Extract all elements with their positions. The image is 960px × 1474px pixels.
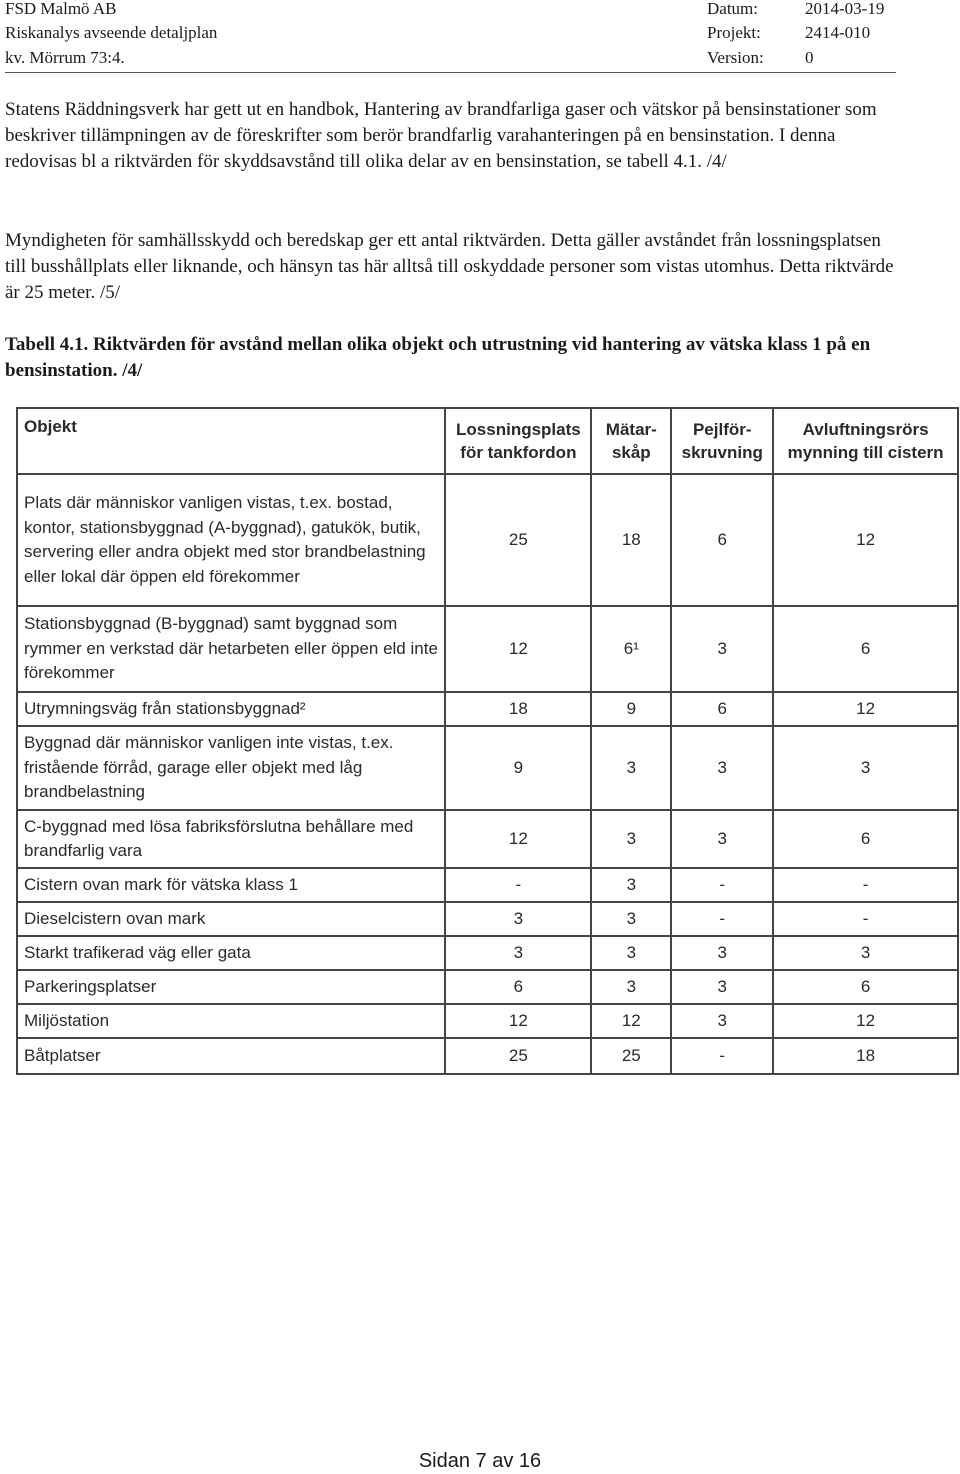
table-cell-value: 12 xyxy=(591,1004,671,1038)
table-cell-value: 3 xyxy=(671,726,773,810)
table-cell-value: 18 xyxy=(773,1038,958,1074)
table-cell-value: 3 xyxy=(591,726,671,810)
table-row xyxy=(17,810,958,868)
table-cell-value: 3 xyxy=(773,726,958,810)
table-cell-value: 6¹ xyxy=(591,606,671,692)
company-name: FSD Malmö AB xyxy=(5,0,117,18)
document-title: Riskanalys avseende detaljplan xyxy=(5,23,218,42)
table-cell-value: 6 xyxy=(445,970,591,1004)
date-value: 2014-03-19 xyxy=(805,0,885,18)
table-cell-value: 3 xyxy=(671,970,773,1004)
header-objekt: Objekt xyxy=(17,408,445,474)
table-row xyxy=(17,606,958,692)
header-row-3 xyxy=(5,46,896,70)
table-cell-value: 6 xyxy=(773,970,958,1004)
table-cell-value: - xyxy=(671,1038,773,1074)
table-cell-value: 12 xyxy=(445,606,591,692)
table-cell-value: 12 xyxy=(773,1004,958,1038)
project-value: 2414-010 xyxy=(805,23,871,42)
table-cell-value: 3 xyxy=(671,936,773,970)
table-cell-value: 12 xyxy=(773,692,958,726)
table-cell-value: 9 xyxy=(445,726,591,810)
table-cell-value: 3 xyxy=(671,606,773,692)
table-cell-value: 3 xyxy=(445,936,591,970)
table-cell-value: 18 xyxy=(591,474,671,606)
table-row xyxy=(17,1004,958,1038)
table-cell-object: Cistern ovan mark för vätska klass 1 xyxy=(17,868,445,902)
table-row xyxy=(17,726,958,810)
table-row xyxy=(17,1038,958,1074)
table-cell-value: 3 xyxy=(671,810,773,868)
table-cell-value: - xyxy=(671,868,773,902)
table-caption: Tabell 4.1. Riktvärden för avstånd mellan olika objekt och utrustning vid hantering av vätska klass 1 på en bensinstation. /4/ xyxy=(5,334,871,381)
table-cell-value: 12 xyxy=(773,474,958,606)
table-cell-object: Miljöstation xyxy=(17,1004,445,1038)
table-header-row xyxy=(17,408,958,474)
header-avluftningsror: Avluftningsrörs mynning till cistern xyxy=(773,408,958,474)
table-cell-object: Båtplatser xyxy=(17,1038,445,1074)
table-cell-object: Utrymningsväg från stationsbyggnad² xyxy=(17,692,445,726)
table-cell-object: Byggnad där människor vanligen inte vistas, t.ex. fristående förråd, garage eller objekt med låg brandbelastning xyxy=(17,726,445,810)
table-cell-value: 3 xyxy=(773,936,958,970)
table-cell-value: 25 xyxy=(591,1038,671,1074)
table-row xyxy=(17,936,958,970)
project-label: Projekt: xyxy=(707,23,761,42)
table-row xyxy=(17,692,958,726)
table-cell-value: 3 xyxy=(591,868,671,902)
paragraph-msb: Myndigheten för samhällsskydd och beredskap ger ett antal riktvärden. Detta gäller avståndet från lossningsplatsen till busshållplats eller liknande, och hänsyn tas här alltså till oskyddade personer som vistas utomhus. Detta riktvärde är 25 meter. /5/ xyxy=(5,230,894,303)
table-cell-value: 6 xyxy=(671,474,773,606)
paragraph-handbook: Statens Räddningsverk har gett ut en handbok, Hantering av brandfarliga gaser och vätskor på bensinstationer som beskriver tillämpningen av de föreskrifter som berör brandfarlig varahanteringen på en bensinstation. I denna redovisas bl a riktvärden för skyddsavstånd till olika delar av en bensinstation, se tabell 4.1. /4/ xyxy=(5,99,877,172)
table-cell-value: 6 xyxy=(773,606,958,692)
table-cell-value: 9 xyxy=(591,692,671,726)
table-cell-value: 3 xyxy=(591,970,671,1004)
table-cell-value: 25 xyxy=(445,474,591,606)
table-cell-value: 6 xyxy=(773,810,958,868)
page-header xyxy=(5,0,896,73)
table-cell-value: 3 xyxy=(671,1004,773,1038)
date-label: Datum: xyxy=(707,0,758,18)
table-cell-value: 25 xyxy=(445,1038,591,1074)
table-row xyxy=(17,970,958,1004)
table-cell-value: - xyxy=(773,902,958,936)
table-cell-value: 6 xyxy=(671,692,773,726)
table-row xyxy=(17,902,958,936)
table-cell-object: Starkt trafikerad väg eller gata xyxy=(17,936,445,970)
table-cell-value: 12 xyxy=(445,810,591,868)
header-pejlforskruvning: Pejlför-skruvning xyxy=(671,408,773,474)
distance-table xyxy=(16,407,959,1075)
table-cell-value: 18 xyxy=(445,692,591,726)
table-cell-value: - xyxy=(773,868,958,902)
table-cell-value: 3 xyxy=(591,810,671,868)
table-cell-object: Plats där människor vanligen vistas, t.ex. bostad, kontor, stationsbyggnad (A-byggnad), gatukök, butik, servering eller andra objekt med stor brandbelastning eller lokal där öppen eld förekommer xyxy=(17,474,445,606)
header-row-2 xyxy=(5,21,896,45)
table-cell-value: 3 xyxy=(445,902,591,936)
table-row xyxy=(17,868,958,902)
header-row-1 xyxy=(5,0,896,21)
table-cell-value: - xyxy=(445,868,591,902)
table-cell-value: 3 xyxy=(591,936,671,970)
property-name: kv. Mörrum 73:4. xyxy=(5,48,125,67)
header-matarskap: Mätar-skåp xyxy=(591,408,671,474)
table-cell-object: Parkeringsplatser xyxy=(17,970,445,1004)
table-cell-value: 12 xyxy=(445,1004,591,1038)
version-value: 0 xyxy=(805,48,814,67)
page-number: Sidan 7 av 16 xyxy=(418,1450,542,1472)
table-cell-object: Dieselcistern ovan mark xyxy=(17,902,445,936)
table-cell-value: 3 xyxy=(591,902,671,936)
table-cell-object: C-byggnad med lösa fabriksförslutna behållare med brandfarlig vara xyxy=(17,810,445,868)
table-cell-value: - xyxy=(671,902,773,936)
version-label: Version: xyxy=(707,48,764,67)
table-body xyxy=(17,474,958,1074)
header-lossningsplats: Lossningsplats för tankfordon xyxy=(445,408,591,474)
table-cell-object: Stationsbyggnad (B-byggnad) samt byggnad som rymmer en verkstad där hetarbeten eller öppen eld inte förekommer xyxy=(17,606,445,692)
table-row xyxy=(17,474,958,606)
